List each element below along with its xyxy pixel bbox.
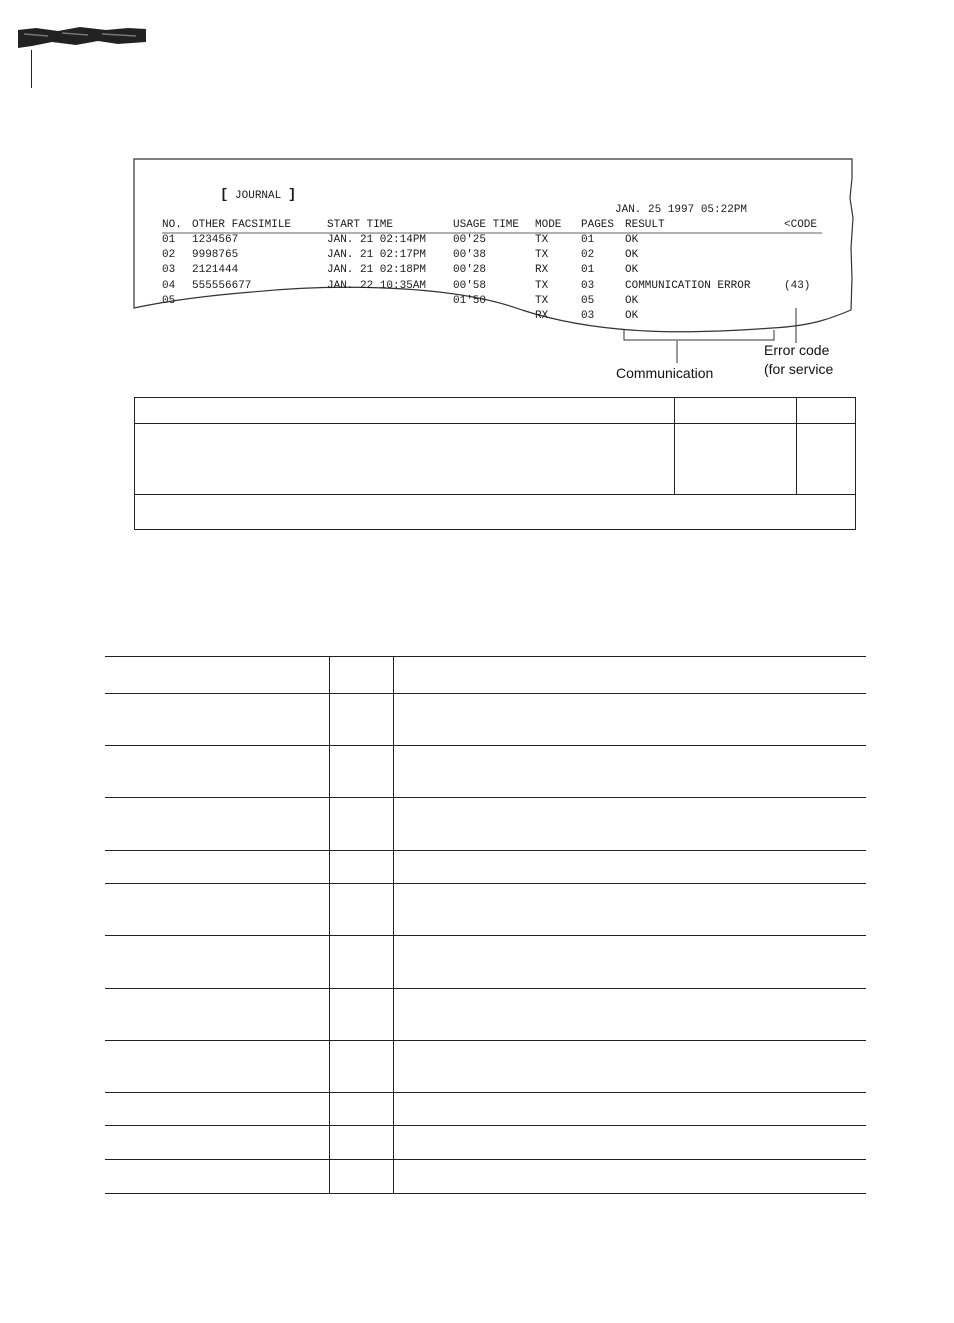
- for-service-label: (for service: [764, 361, 834, 377]
- communication-label: Communication: [616, 365, 714, 381]
- error-table: [105, 656, 866, 1194]
- col-header-pages: PAGES: [581, 219, 615, 231]
- table-row: [105, 746, 866, 798]
- summary-table: [134, 397, 856, 530]
- corner-scan-mark: [18, 26, 148, 48]
- journal-title: [ JOURNAL ]: [220, 187, 297, 203]
- col-header-mode: MODE: [535, 219, 562, 231]
- table-row: [105, 1126, 866, 1160]
- error-code-label: Error code: [764, 342, 830, 358]
- col-header-code: <CODE: [784, 219, 818, 231]
- corner-tick: [31, 50, 32, 88]
- table-row: [105, 657, 866, 694]
- table-row: [105, 694, 866, 746]
- table-row: [105, 851, 866, 884]
- table-row: [105, 884, 866, 936]
- table-row: [135, 424, 856, 495]
- table-row: [105, 798, 866, 851]
- table-row: [105, 989, 866, 1041]
- table-row: [105, 936, 866, 989]
- journal-printout: [ JOURNAL ] JAN. 25 1997 05:22PM NO. OTHER FACSIMILE START TIME USAGE TIME MODE PAGES RESULT <CODE 01 1234567 JAN. 21 02:14PM 00'25 TX 01 OK 02 9998765 JAN. 21 02:17PM 00'38 TX 02 OK 03 2121444 JAN. 21 02:18PM 00'28 RX 01 OK 04 555556677 JAN. 22 10:35AM 00'58 TX 03 COMMUNICATION ERROR (43) 05 01'50 TX 05 OK RX 03 OK Communication Error code (for service: [132, 158, 854, 393]
- col-header-other: OTHER FACSIMILE: [192, 219, 292, 231]
- table-row: [105, 1041, 866, 1093]
- col-header-no: NO.: [162, 219, 182, 231]
- table-row: [135, 495, 856, 530]
- col-header-result: RESULT: [625, 219, 665, 231]
- table-row: [105, 1160, 866, 1194]
- table-row: [135, 398, 856, 424]
- table-row: [105, 1093, 866, 1126]
- col-header-usage: USAGE TIME: [453, 219, 520, 231]
- journal-date: JAN. 25 1997 05:22PM: [615, 204, 748, 216]
- col-header-start: START TIME: [327, 219, 394, 231]
